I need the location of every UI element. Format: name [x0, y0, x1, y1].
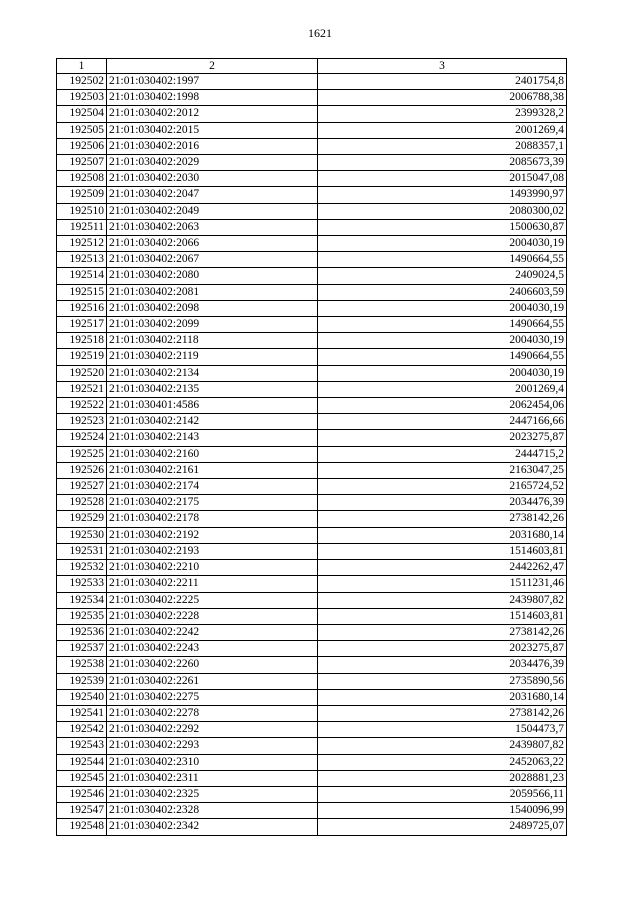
row-number-cell: 192522	[57, 398, 107, 414]
row-number-cell: 192517	[57, 317, 107, 333]
row-number-cell: 192531	[57, 543, 107, 559]
table-row	[57, 381, 567, 397]
value-cell: 2439807,82	[318, 592, 567, 608]
value-cell: 1514603,81	[318, 608, 567, 624]
table-row	[57, 252, 567, 268]
row-number-cell: 192518	[57, 333, 107, 349]
table-row	[57, 430, 567, 446]
value-cell: 2028881,23	[318, 770, 567, 786]
value-cell: 2738142,26	[318, 705, 567, 721]
cadastral-number-cell: 21:01:030402:2275	[107, 689, 318, 705]
cadastral-number-cell: 21:01:030402:2080	[107, 268, 318, 284]
value-cell: 2015047,08	[318, 171, 567, 187]
cadastral-number-cell: 21:01:030402:1997	[107, 74, 318, 90]
cadastral-number-cell: 21:01:030402:2228	[107, 608, 318, 624]
cadastral-number-cell: 21:01:030402:2049	[107, 203, 318, 219]
row-number-cell: 192530	[57, 527, 107, 543]
value-cell: 1514603,81	[318, 543, 567, 559]
value-cell: 2006788,38	[318, 90, 567, 106]
cadastral-number-cell: 21:01:030402:2119	[107, 349, 318, 365]
value-cell: 2447166,66	[318, 414, 567, 430]
cadastral-number-cell: 21:01:030402:2211	[107, 576, 318, 592]
row-number-cell: 192512	[57, 236, 107, 252]
row-number-cell: 192533	[57, 576, 107, 592]
row-number-cell: 192513	[57, 252, 107, 268]
cadastral-number-cell: 21:01:030402:2292	[107, 722, 318, 738]
table-row	[57, 673, 567, 689]
cadastral-number-cell: 21:01:030402:2225	[107, 592, 318, 608]
value-cell: 2738142,26	[318, 511, 567, 527]
row-number-cell: 192534	[57, 592, 107, 608]
table-row	[57, 300, 567, 316]
row-number-cell: 192505	[57, 122, 107, 138]
cadastral-number-cell: 21:01:030402:2328	[107, 803, 318, 819]
table-row	[57, 479, 567, 495]
table-row	[57, 365, 567, 381]
table-row	[57, 543, 567, 559]
value-cell: 2452063,22	[318, 754, 567, 770]
header-row	[57, 59, 567, 74]
row-number-cell: 192532	[57, 560, 107, 576]
cadastral-number-cell: 21:01:030402:2012	[107, 106, 318, 122]
value-cell: 2004030,19	[318, 333, 567, 349]
cadastral-number-cell: 21:01:030402:2260	[107, 657, 318, 673]
table-row	[57, 203, 567, 219]
value-cell: 2489725,07	[318, 819, 567, 835]
cadastral-number-cell: 21:01:030402:2161	[107, 462, 318, 478]
value-cell: 2165724,52	[318, 479, 567, 495]
value-cell: 1540096,99	[318, 803, 567, 819]
value-cell: 1500630,87	[318, 219, 567, 235]
value-cell: 2088357,1	[318, 138, 567, 154]
table-row	[57, 608, 567, 624]
cadastral-number-cell: 21:01:030402:2293	[107, 738, 318, 754]
table-row	[57, 90, 567, 106]
table-row	[57, 527, 567, 543]
column-header-1: 1	[57, 59, 107, 74]
value-cell: 2406603,59	[318, 284, 567, 300]
row-number-cell: 192546	[57, 786, 107, 802]
row-number-cell: 192527	[57, 479, 107, 495]
table-row	[57, 754, 567, 770]
row-number-cell: 192506	[57, 138, 107, 154]
value-cell: 2023275,87	[318, 641, 567, 657]
row-number-cell: 192524	[57, 430, 107, 446]
cadastral-number-cell: 21:01:030402:2193	[107, 543, 318, 559]
value-cell: 2031680,14	[318, 689, 567, 705]
row-number-cell: 192521	[57, 381, 107, 397]
table-row	[57, 349, 567, 365]
row-number-cell: 192519	[57, 349, 107, 365]
cadastral-number-cell: 21:01:030402:2016	[107, 138, 318, 154]
cadastral-number-cell: 21:01:030402:2098	[107, 300, 318, 316]
value-cell: 1504473,7	[318, 722, 567, 738]
table-row	[57, 560, 567, 576]
row-number-cell: 192529	[57, 511, 107, 527]
cadastral-number-cell: 21:01:030402:2067	[107, 252, 318, 268]
cadastral-number-cell: 21:01:030402:2143	[107, 430, 318, 446]
value-cell: 2080300,02	[318, 203, 567, 219]
row-number-cell: 192528	[57, 495, 107, 511]
cadastral-number-cell: 21:01:030402:2099	[107, 317, 318, 333]
table-row	[57, 657, 567, 673]
table-row	[57, 770, 567, 786]
row-number-cell: 192502	[57, 74, 107, 90]
table-row	[57, 786, 567, 802]
cadastral-number-cell: 21:01:030402:2192	[107, 527, 318, 543]
row-number-cell: 192548	[57, 819, 107, 835]
table-row	[57, 317, 567, 333]
cadastral-number-cell: 21:01:030402:2242	[107, 624, 318, 640]
column-header-2: 2	[107, 59, 318, 74]
value-cell: 2004030,19	[318, 236, 567, 252]
value-cell: 1493990,97	[318, 187, 567, 203]
column-header-3: 3	[318, 59, 567, 74]
table-row	[57, 738, 567, 754]
table-row	[57, 624, 567, 640]
table-row	[57, 803, 567, 819]
table-row	[57, 414, 567, 430]
value-cell: 2001269,4	[318, 381, 567, 397]
cadastral-number-cell: 21:01:030402:2174	[107, 479, 318, 495]
value-cell: 2409024,5	[318, 268, 567, 284]
value-cell: 2442262,47	[318, 560, 567, 576]
data-table	[56, 58, 567, 836]
row-number-cell: 192541	[57, 705, 107, 721]
cadastral-number-cell: 21:01:030402:2160	[107, 446, 318, 462]
row-number-cell: 192523	[57, 414, 107, 430]
row-number-cell: 192520	[57, 365, 107, 381]
row-number-cell: 192508	[57, 171, 107, 187]
value-cell: 2034476,39	[318, 657, 567, 673]
value-cell: 2059566,11	[318, 786, 567, 802]
value-cell: 2004030,19	[318, 300, 567, 316]
row-number-cell: 192536	[57, 624, 107, 640]
cadastral-number-cell: 21:01:030402:2142	[107, 414, 318, 430]
row-number-cell: 192514	[57, 268, 107, 284]
table-row	[57, 219, 567, 235]
table-body	[57, 74, 567, 836]
row-number-cell: 192543	[57, 738, 107, 754]
value-cell: 2738142,26	[318, 624, 567, 640]
row-number-cell: 192544	[57, 754, 107, 770]
row-number-cell: 192526	[57, 462, 107, 478]
table-row	[57, 689, 567, 705]
table-row	[57, 106, 567, 122]
row-number-cell: 192507	[57, 155, 107, 171]
cadastral-number-cell: 21:01:030402:2278	[107, 705, 318, 721]
cadastral-number-cell: 21:01:030402:2210	[107, 560, 318, 576]
value-cell: 2034476,39	[318, 495, 567, 511]
row-number-cell: 192535	[57, 608, 107, 624]
row-number-cell: 192516	[57, 300, 107, 316]
row-number-cell: 192542	[57, 722, 107, 738]
cadastral-number-cell: 21:01:030402:2015	[107, 122, 318, 138]
table-row	[57, 122, 567, 138]
value-cell: 2735890,56	[318, 673, 567, 689]
table-row	[57, 446, 567, 462]
row-number-cell: 192515	[57, 284, 107, 300]
value-cell: 1511231,46	[318, 576, 567, 592]
cadastral-number-cell: 21:01:030402:2311	[107, 770, 318, 786]
table-row	[57, 819, 567, 835]
value-cell: 2444715,2	[318, 446, 567, 462]
cadastral-number-cell: 21:01:030402:2175	[107, 495, 318, 511]
row-number-cell: 192504	[57, 106, 107, 122]
value-cell: 2401754,8	[318, 74, 567, 90]
table-row	[57, 171, 567, 187]
cadastral-number-cell: 21:01:030402:2029	[107, 155, 318, 171]
row-number-cell: 192539	[57, 673, 107, 689]
value-cell: 2001269,4	[318, 122, 567, 138]
cadastral-number-cell: 21:01:030402:2047	[107, 187, 318, 203]
cadastral-number-cell: 21:01:030402:2135	[107, 381, 318, 397]
value-cell: 2439807,82	[318, 738, 567, 754]
row-number-cell: 192525	[57, 446, 107, 462]
row-number-cell: 192510	[57, 203, 107, 219]
value-cell: 2163047,25	[318, 462, 567, 478]
value-cell: 2085673,39	[318, 155, 567, 171]
cadastral-number-cell: 21:01:030402:2118	[107, 333, 318, 349]
cadastral-number-cell: 21:01:030402:2342	[107, 819, 318, 835]
value-cell: 2031680,14	[318, 527, 567, 543]
cadastral-number-cell: 21:01:030402:2030	[107, 171, 318, 187]
cadastral-number-cell: 21:01:030402:1998	[107, 90, 318, 106]
value-cell: 1490664,55	[318, 349, 567, 365]
row-number-cell: 192537	[57, 641, 107, 657]
table-row	[57, 495, 567, 511]
value-cell: 1490664,55	[318, 252, 567, 268]
value-cell: 1490664,55	[318, 317, 567, 333]
table-row	[57, 462, 567, 478]
cadastral-number-cell: 21:01:030402:2243	[107, 641, 318, 657]
row-number-cell: 192538	[57, 657, 107, 673]
row-number-cell: 192511	[57, 219, 107, 235]
row-number-cell: 192509	[57, 187, 107, 203]
cadastral-number-cell: 21:01:030402:2134	[107, 365, 318, 381]
row-number-cell: 192540	[57, 689, 107, 705]
table-row	[57, 722, 567, 738]
table-row	[57, 705, 567, 721]
table-row	[57, 576, 567, 592]
value-cell: 2004030,19	[318, 365, 567, 381]
table-row	[57, 511, 567, 527]
value-cell: 2023275,87	[318, 430, 567, 446]
table-row	[57, 74, 567, 90]
cadastral-number-cell: 21:01:030402:2261	[107, 673, 318, 689]
table-row	[57, 333, 567, 349]
cadastral-number-cell: 21:01:030402:2310	[107, 754, 318, 770]
cadastral-number-cell: 21:01:030402:2066	[107, 236, 318, 252]
cadastral-number-cell: 21:01:030402:2081	[107, 284, 318, 300]
page-number: 1621	[308, 26, 332, 40]
cadastral-number-cell: 21:01:030402:2063	[107, 219, 318, 235]
table-row	[57, 592, 567, 608]
table-header	[57, 59, 567, 74]
table-row	[57, 236, 567, 252]
cadastral-number-cell: 21:01:030401:4586	[107, 398, 318, 414]
table-row	[57, 268, 567, 284]
table-row	[57, 138, 567, 154]
table-row	[57, 187, 567, 203]
row-number-cell: 192503	[57, 90, 107, 106]
value-cell: 2399328,2	[318, 106, 567, 122]
table-row	[57, 155, 567, 171]
table-row	[57, 641, 567, 657]
cadastral-number-cell: 21:01:030402:2325	[107, 786, 318, 802]
row-number-cell: 192547	[57, 803, 107, 819]
value-cell: 2062454,06	[318, 398, 567, 414]
row-number-cell: 192545	[57, 770, 107, 786]
cadastral-number-cell: 21:01:030402:2178	[107, 511, 318, 527]
table-row	[57, 398, 567, 414]
table-row	[57, 284, 567, 300]
